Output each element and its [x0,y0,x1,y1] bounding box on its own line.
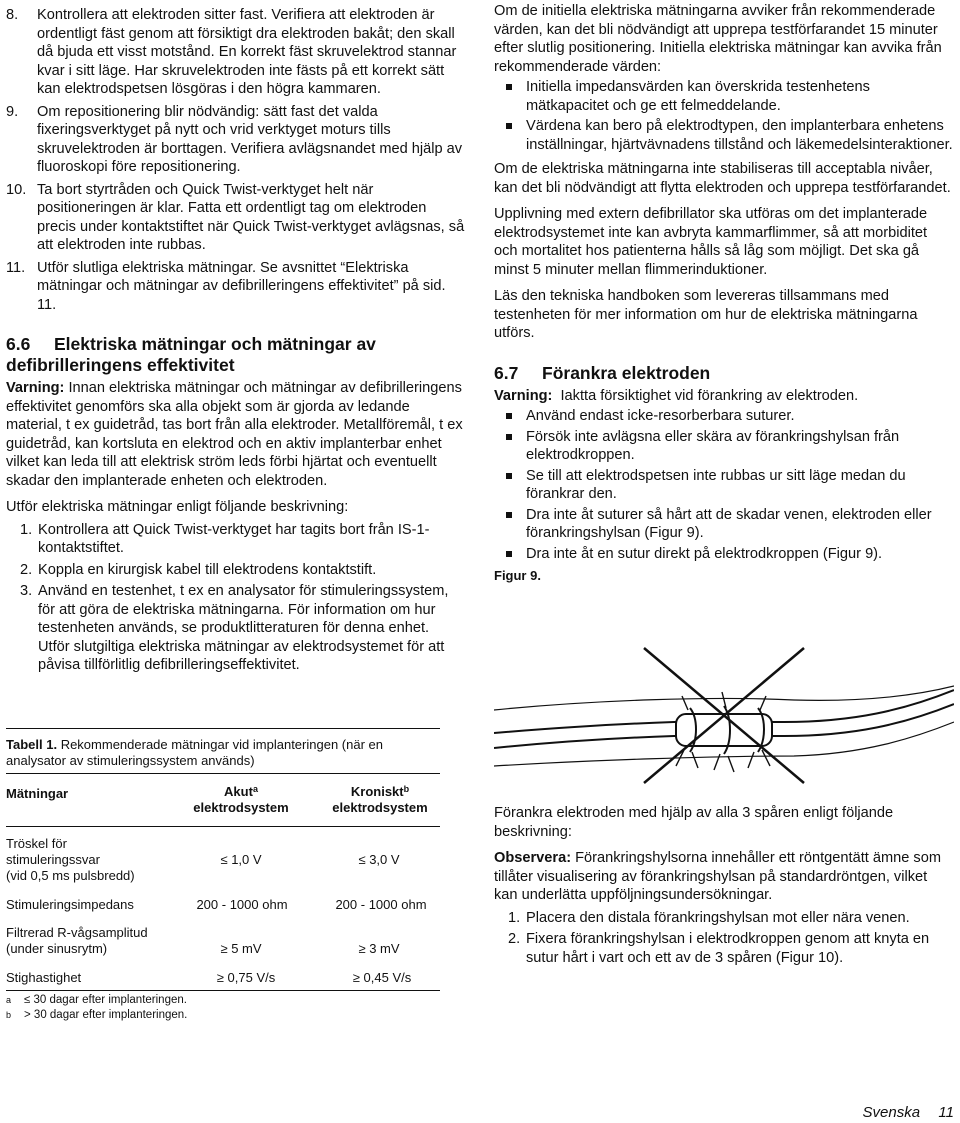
step-number: 1. [20,521,33,538]
row-acute-value: 200 - 1000 ohm [196,897,288,912]
step-text: Om repositionering blir nödvändig: sätt fast det valda fixeringsverktyget på nytt och vrid verktyget moturs tills skruvelektroden är borttagen. Verifiera avlägsnandet med hjälp av fluoroskopi före repositionering. [37,103,463,175]
section-heading-6-6 [6,334,468,376]
bullet-item: Värdena kan bero på elektrodtypen, den implanterbara enhetens inställningar, hjärtvävnadens tillstånd och läkemedelsinteraktioner. [494,117,954,154]
row-chronic-value: 200 - 1000 ohm [335,897,427,912]
step-text: Ta bort styrtråden och Quick Twist-verktyget helt när positioneringen är klar. Fatta ett ordentligt tag om elektroden precis under kontaktstiftet när Quick Twist-verktyget avlägsnas, så att elektroden inte rubbas. [37,181,465,253]
step-10 [6,181,468,255]
anchoring-sleeve-illustration [494,638,954,788]
measure-step-1 [6,521,468,558]
footnote-mark: b [6,1010,12,1020]
bullet-item: Använd endast icke-resorberbara suturer. [494,407,954,426]
row-label: Stighastighet [6,970,82,985]
row-acute-value [196,852,286,868]
paragraph: Läs den tekniska handboken som levereras tillsammans med testenheten för mer information om hur de elektriska mätningarna utförs. [494,288,918,341]
warning-text: Innan elektriska mätningar och mätningar av defibrilleringens effektivitet genomförs ska alla objekt som är gjorda av ledande material, t ex guidetråd, tas bort från alla elektroder. Metallföremål, t ex guidetråd, kan kortsluta en elektrod och en aktiv implanterbar enhet vilket kan leda till att elektrisk ström leds förbi hjärtat och eventuellt skadar den implanterade enheten och elektroden. [6,380,463,489]
footnote-mark: a [6,995,12,1005]
header-chronic-title: Kroniskt [350,784,404,799]
section-heading-6-7 [494,363,954,384]
comparison-symbol: ≤ [24,994,31,1006]
measure-step-3 [6,582,468,675]
row-label-line: Tröskel för [6,836,67,851]
left-column [6,6,468,678]
section-title: Elektriska mätningar och mätningar av defibrilleringens effektivitet [6,334,376,375]
step-11 [6,259,468,315]
row-chronic-value [332,970,432,986]
warning-paragraph [6,379,468,490]
bullet-item: Försök inte avlägsna eller skära av förankringshylsan från elektrodkroppen. [494,428,954,465]
page-footer [863,1104,954,1123]
table-caption [6,737,446,769]
note-text: Förankringshylsorna innehåller ett röntgentätt ämne som tillåter visualisering av förankringshylsan på standardröntgen, vilket kan underlätta uppföljningsundersökningar. [494,850,941,903]
table-bottom-rule [6,990,440,991]
row-acute-value [196,970,296,986]
bullet-item: Dra inte åt suturer så hårt att de skadar venen, elektroden eller förankringshylsan (Figur 9). [494,506,954,543]
value: 0,45 V/s [363,970,412,985]
table-header-rule [6,826,440,827]
paragraph: Upplivning med extern defibrillator ska utföras om det implanterade elektrodsystemet inte kan avbryta kammarflimmer, så att morbiditet och mortalitet hos patienterna hålls så låg som möjligt. Det ska gå minst 5 minuter mellan flimmerinduktioner. [494,206,928,278]
row-label-line: (vid 0,5 ms pulsbredd) [6,868,135,883]
section-number: 6.6 [6,334,31,354]
step-text-continued: Utför slutgiltiga elektriska mätningar av elektrodsystemet för att påvisa tillförlitlig defibrilleringseffektivitet. [38,638,445,673]
table-caption-rule [6,773,440,774]
bullet-item: Se till att elektrodspetsen inte rubbas ur sitt läge medan du förankrar den. [494,467,954,504]
section-title: Förankra elektroden [542,362,711,383]
comparison-symbol: ≥ [358,941,366,956]
footnote-marker: b [403,784,410,794]
anchor-step-2 [494,930,954,967]
row-label-line: stimuleringssvar [6,852,100,867]
value: 3,0 V [369,852,400,867]
footer-language: Svenska [862,1104,921,1121]
step-text: Kontrollera att elektroden sitter fast. Verifiera att elektroden är ordentligt fäst genom att försiktigt dra elektroden bakåt; den skall då bjuda ett visst motstånd. En korrekt fäst skruvelektrod stannar kvar i sitt läge. Har skruvelektroden inte fästs på ett korrekt sätt kan elektrodspetsen lösgöras i den högra kammaren. [37,7,457,97]
footnote-b [6,1008,446,1023]
row-chronic-value [334,852,424,868]
row-acute-value [196,941,286,957]
paragraph: Förankra elektroden med hjälp av alla 3 spåren enligt följande beskrivning: [494,805,894,840]
header-chronic [320,784,440,816]
row-label: Stimuleringsimpedans [6,897,134,912]
table-row [6,970,446,986]
table-header [6,784,446,824]
step-8 [6,6,468,99]
row-label-line: Filtrerad R-vågsamplitud [6,925,148,940]
note-paragraph [494,849,954,905]
step-text: Använd en testenhet, t ex en analysator för stimuleringssystem, för att göra de elektriska mätningarna. För information om hur testenheten används, se produktlitteraturen för denna enhet. [38,583,449,636]
step-number: 2. [508,931,521,947]
step-number: 3. [20,583,33,599]
note-label: Observera: [494,850,572,866]
comparison-symbol: ≥ [216,970,224,985]
footnote-text: 30 dagar efter implanteringen. [33,994,187,1006]
step-number: 10. [6,181,27,198]
warning-label: Varning: [6,380,65,396]
section-number: 6.7 [494,362,519,383]
step-number: 2. [20,561,33,578]
header-measurements: Mätningar [6,786,69,801]
bullet-item: Initiella impedansvärden kan överskrida testenhetens mätkapacitet och ge ett felmeddelande. [494,78,954,115]
header-chronic-sub: elektrodsystem [332,800,428,815]
step-text: Koppla en kirurgisk kabel till elektrodens kontaktstift. [38,561,377,578]
step-number: 1. [508,909,521,926]
step-text: Utför slutliga elektriska mätningar. Se avsnittet “Elektriska mätningar och mätningar av defibrilleringens effektivitet” på sid. 11. [37,259,446,313]
comparison-symbol: ≥ [220,941,228,956]
warning-label: Varning: [494,387,553,404]
step-number: 8. [6,7,19,23]
table-row [6,925,446,957]
caption-text: Rekommenderade mätningar vid implanteringen (när en analysator av stimuleringssystem används) [6,737,383,768]
row-chronic-value [334,941,424,957]
bullet-item: Dra inte åt en sutur direkt på elektrodkroppen (Figur 9). [494,545,954,564]
page-number: 11 [938,1104,954,1121]
warning-paragraph [494,387,954,406]
paragraph: Om de initiella elektriska mätningarna avviker från rekommenderade värden, kan det bli nödvändigt att upprepa testförfarandet 15 minuter efter slutlig positionering. Initiella elektriska mätningar kan avvika från rekommenderade värden: [494,3,942,75]
step-text: Kontrollera att Quick Twist-verktyget har tagits bort från IS-1-kontaktstiftet. [38,521,430,556]
comparison-symbol: ≤ [358,852,366,867]
figure-9 [494,638,954,788]
value: 1,0 V [231,852,262,867]
step-text: Placera den distala förankringshylsan mot eller nära venen. [526,909,910,926]
step-number: 9. [6,103,19,120]
header-acute-sub: elektrodsystem [193,800,289,815]
step-text: Fixera förankringshylsan i elektrodkroppen genom att knyta en sutur hårt i vart och ett av de 3 spåren (Figur 10). [526,931,930,966]
value: 0,75 V/s [227,970,276,985]
step-9 [6,103,468,177]
table-top-rule [6,728,440,729]
right-column-lower [494,804,954,970]
header-acute-title: Akut [224,784,253,799]
table-row [6,836,446,884]
intro-paragraph: Utför elektriska mätningar enligt följande beskrivning: [6,499,349,515]
paragraph: Om de elektriska mätningarna inte stabiliseras till acceptabla nivåer, kan det bli nödvändigt att flytta elektroden och upprepa testförfarandet. [494,161,951,196]
right-column [494,2,954,586]
comparison-symbol: ≥ [352,970,360,985]
footnote-a [6,993,446,1008]
table-footnotes [6,993,446,1023]
row-label-line: (under sinusrytm) [6,941,108,956]
comparison-symbol: > [24,1009,31,1021]
comparison-symbol: ≤ [220,852,228,867]
step-number: 11. [6,259,26,276]
anchor-step-1 [494,909,954,928]
caption-label: Tabell 1. [6,737,58,752]
figure-label: Figur 9. [494,568,541,583]
footnote-marker: a [252,784,258,794]
value: 5 mV [231,941,262,956]
table-row [6,897,446,913]
header-acute [166,784,316,816]
warning-text: Iaktta försiktighet vid förankring av elektroden. [560,387,859,404]
footnote-text: 30 dagar efter implanteringen. [33,1009,188,1021]
value: 3 mV [369,941,400,956]
measure-step-2 [6,561,468,580]
